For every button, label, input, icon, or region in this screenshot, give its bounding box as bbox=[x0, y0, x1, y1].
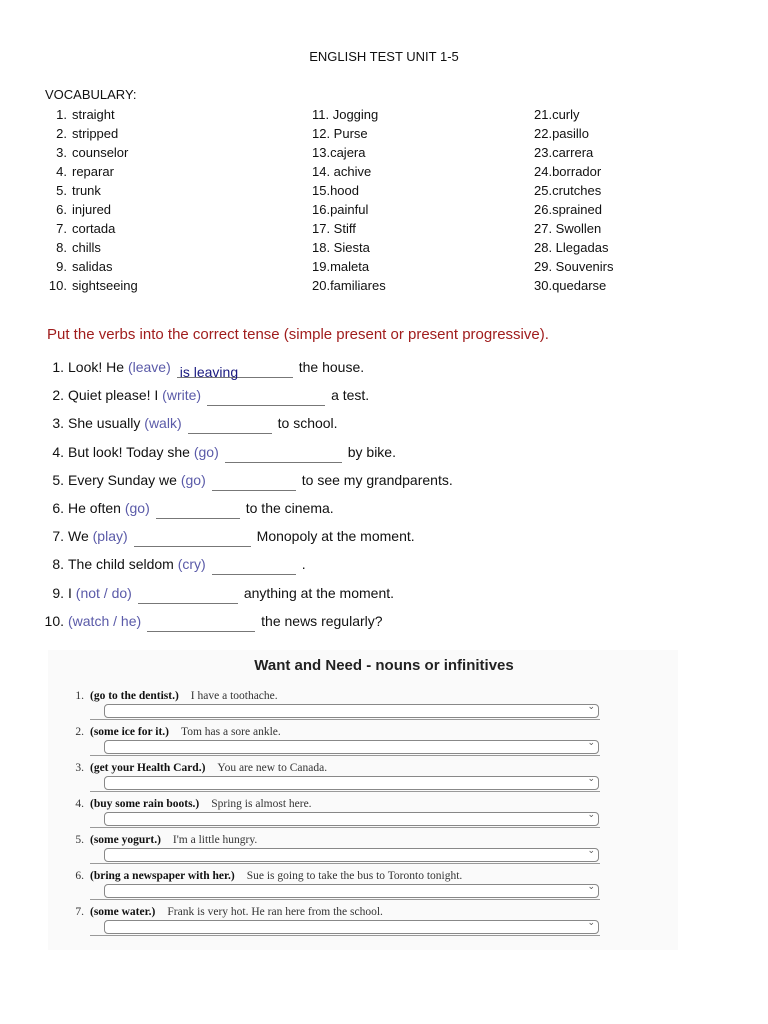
verb-hint: (walk) bbox=[144, 415, 182, 432]
divider bbox=[90, 863, 600, 864]
exercise-item: 5. Every Sunday we (go) to see my grandparents. bbox=[40, 469, 453, 497]
answer-blank[interactable] bbox=[225, 446, 342, 463]
exercise-item: 8. The child seldom (cry) . bbox=[40, 553, 453, 581]
verb-hint: (go) bbox=[193, 443, 219, 460]
vocab-item: 25.crutches bbox=[534, 183, 602, 198]
chevron-down-icon: ⌄ bbox=[587, 846, 595, 856]
vocab-item: 21.curly bbox=[534, 107, 580, 122]
answer-dropdown[interactable] bbox=[104, 812, 599, 826]
divider bbox=[90, 791, 600, 792]
vocab-item: 3. counselor bbox=[56, 145, 129, 160]
vocab-item: 5. trunk bbox=[56, 183, 101, 198]
verb-hint: (cry) bbox=[177, 556, 206, 573]
vocab-item: 14. achive bbox=[312, 164, 372, 179]
exercise-item: 2. Quiet please! I (write) a test. bbox=[40, 384, 453, 412]
worksheet-item: 3. (get your Health Card.) You are new to Canada. ⌄ bbox=[60, 762, 605, 798]
exercise-title: Put the verbs into the correct tense (simple present or present progressive). bbox=[47, 326, 549, 343]
worksheet-cue: (buy some rain boots.) bbox=[90, 798, 200, 810]
chevron-down-icon: ⌄ bbox=[587, 738, 595, 748]
vocab-item: 1. straight bbox=[56, 107, 115, 122]
vocabulary-column-1 bbox=[45, 105, 138, 295]
exercise-item: 6. He often (go) to the cinema. bbox=[40, 497, 453, 525]
exercise-item: 10. (watch / he) the news regularly? bbox=[40, 610, 453, 638]
chevron-down-icon: ⌄ bbox=[587, 918, 595, 928]
verb-hint: (not / do) bbox=[75, 584, 132, 601]
worksheet-cue: (some water.) bbox=[90, 906, 156, 918]
worksheet-item: 2. (some ice for it.) Tom has a sore ankle. ⌄ bbox=[60, 726, 605, 762]
divider bbox=[90, 899, 600, 900]
verb-hint: (go) bbox=[124, 499, 150, 516]
vocab-item: 8. chills bbox=[56, 240, 101, 255]
vocab-item: 18. Siesta bbox=[312, 240, 370, 255]
answer-blank[interactable] bbox=[212, 558, 296, 575]
worksheet-cue: (some yogurt.) bbox=[90, 834, 161, 846]
chevron-down-icon: ⌄ bbox=[587, 810, 595, 820]
worksheet-sentence: You are new to Canada. bbox=[217, 762, 328, 774]
vocab-item: 30.quedarse bbox=[534, 278, 607, 293]
worksheet-cue: (bring a newspaper with her.) bbox=[90, 870, 235, 882]
answer-dropdown[interactable] bbox=[104, 848, 599, 862]
exercise-item: 7. We (play) Monopoly at the moment. bbox=[40, 525, 453, 553]
vocab-item: 24.borrador bbox=[534, 164, 602, 179]
page-title: ENGLISH TEST UNIT 1-5 bbox=[309, 49, 459, 64]
vocab-item: 28. Llegadas bbox=[534, 240, 609, 255]
worksheet-item: 1. (go to the dentist.) I have a toothache. ⌄ bbox=[60, 690, 605, 726]
vocab-item: 23.carrera bbox=[534, 145, 594, 160]
answer-dropdown[interactable] bbox=[104, 920, 599, 934]
vocab-item: 16.painful bbox=[312, 202, 369, 217]
vocab-item: 22.pasillo bbox=[534, 126, 589, 141]
answer-blank[interactable] bbox=[207, 389, 325, 406]
chevron-down-icon: ⌄ bbox=[587, 702, 595, 712]
divider bbox=[90, 719, 600, 720]
exercise-item: 4. But look! Today she (go) by bike. bbox=[40, 441, 453, 469]
verb-hint: (write) bbox=[162, 387, 202, 404]
answer-blank[interactable] bbox=[177, 361, 293, 378]
verb-hint: (play) bbox=[92, 528, 128, 545]
exercise-item: 1. Look! He (leave) is leaving the house. bbox=[52, 359, 365, 380]
worksheet-sentence: I'm a little hungry. bbox=[172, 834, 258, 846]
divider bbox=[90, 827, 600, 828]
worksheet-sentence: I have a toothache. bbox=[190, 690, 278, 702]
worksheet-cue: (get your Health Card.) bbox=[90, 762, 206, 774]
vocab-item: 20.familiares bbox=[312, 278, 386, 293]
vocab-item: 6. injured bbox=[56, 202, 112, 217]
divider bbox=[90, 755, 600, 756]
worksheet-item: 5. (some yogurt.) I'm a little hungry. ⌄ bbox=[60, 834, 605, 870]
chevron-down-icon: ⌄ bbox=[587, 882, 595, 892]
answer-blank[interactable] bbox=[212, 474, 296, 491]
worksheet-cue: (go to the dentist.) bbox=[90, 690, 179, 702]
exercise-item: 9. I (not / do) anything at the moment. bbox=[40, 582, 453, 610]
exercise-item: 3. She usually (walk) to school. bbox=[40, 412, 453, 440]
vocab-item: 17. Stiff bbox=[312, 221, 356, 236]
worksheet-sentence: Frank is very hot. He ran here from the school. bbox=[167, 906, 383, 918]
worksheet-cue: (some ice for it.) bbox=[90, 726, 169, 738]
worksheet-sentence: Sue is going to take the bus to Toronto tonight. bbox=[246, 870, 463, 882]
vocab-item: 15.hood bbox=[312, 183, 359, 198]
vocabulary-column-3 bbox=[534, 105, 614, 295]
vocab-item: 7. cortada bbox=[56, 221, 116, 236]
worksheet-item: 6. (bring a newspaper with her.) Sue is going to take the bus to Toronto tonight. ⌄ bbox=[60, 870, 605, 906]
vocab-item: 10. sightseeing bbox=[48, 278, 138, 293]
vocab-item: 12. Purse bbox=[312, 126, 368, 141]
vocabulary-column-2 bbox=[312, 105, 386, 295]
answer-dropdown[interactable] bbox=[104, 884, 599, 898]
answer-blank[interactable] bbox=[156, 502, 240, 519]
answer-dropdown[interactable] bbox=[104, 740, 599, 754]
verb-hint: (go) bbox=[180, 471, 206, 488]
vocab-item: 19.maleta bbox=[312, 259, 370, 274]
worksheet-title: Want and Need - nouns or infinitives bbox=[254, 657, 514, 674]
divider bbox=[90, 935, 600, 936]
answer-text: is leaving bbox=[179, 364, 239, 380]
vocab-item: 26.sprained bbox=[534, 202, 602, 217]
worksheet-item: 4. (buy some rain boots.) Spring is almost here. ⌄ bbox=[60, 798, 605, 834]
worksheet-list bbox=[60, 690, 605, 942]
vocab-item: 29. Souvenirs bbox=[534, 259, 614, 274]
vocab-item: 9. salidas bbox=[56, 259, 113, 274]
vocab-item: 4. reparar bbox=[56, 164, 114, 179]
verb-hint: (leave) bbox=[127, 359, 171, 375]
vocab-item: 2. stripped bbox=[56, 126, 119, 141]
verb-hint: (watch / he) bbox=[68, 612, 142, 629]
answer-dropdown[interactable] bbox=[104, 704, 599, 718]
vocab-item: 13.cajera bbox=[312, 145, 366, 160]
answer-blank[interactable] bbox=[138, 587, 238, 604]
answer-blank[interactable] bbox=[188, 417, 272, 434]
worksheet-item: 7. (some water.) Frank is very hot. He ran here from the school. ⌄ bbox=[60, 906, 605, 942]
worksheet-sentence: Tom has a sore ankle. bbox=[180, 726, 281, 738]
vocab-item: 11. Jogging bbox=[312, 107, 379, 122]
chevron-down-icon: ⌄ bbox=[587, 774, 595, 784]
worksheet-sentence: Spring is almost here. bbox=[211, 798, 312, 810]
exercise-list bbox=[40, 356, 453, 638]
vocab-item: 27. Swollen bbox=[534, 221, 602, 236]
answer-blank[interactable] bbox=[147, 615, 255, 632]
answer-dropdown[interactable] bbox=[104, 776, 599, 790]
answer-blank[interactable] bbox=[134, 530, 251, 547]
vocabulary-heading: VOCABULARY: bbox=[45, 87, 137, 102]
